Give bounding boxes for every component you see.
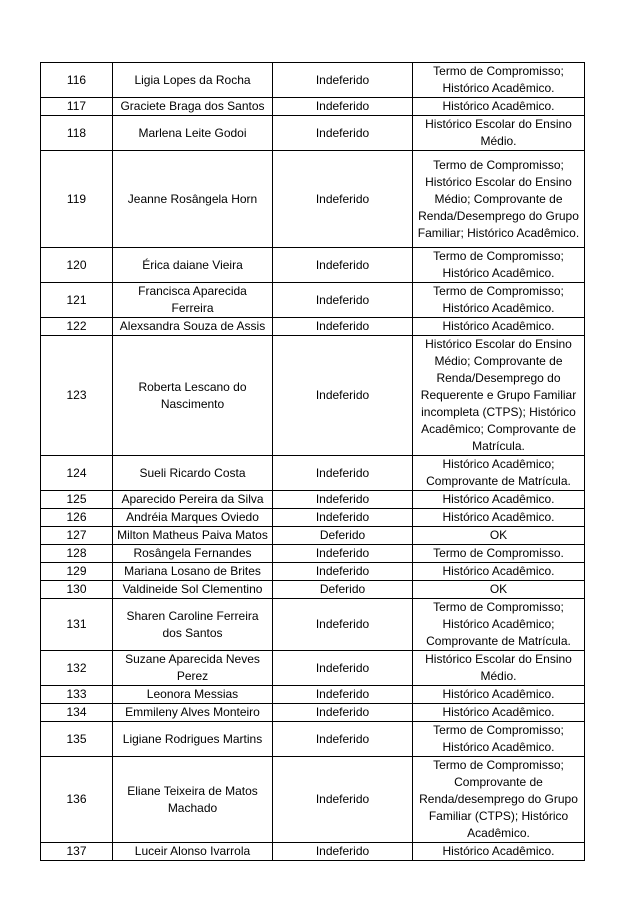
row-number: 134 bbox=[41, 704, 113, 722]
table-row bbox=[41, 491, 585, 509]
status-cell: Indeferido bbox=[273, 599, 413, 651]
table-row bbox=[41, 686, 585, 704]
status-cell: Indeferido bbox=[273, 98, 413, 116]
row-number: 131 bbox=[41, 599, 113, 651]
applicant-name: Roberta Lescano do Nascimento bbox=[113, 336, 273, 456]
missing-documents: Termo de Compromisso; Histórico Acadêmico; Comprovante de Matrícula. bbox=[413, 599, 585, 651]
status-cell: Deferido bbox=[273, 527, 413, 545]
applicant-name: Emmileny Alves Monteiro bbox=[113, 704, 273, 722]
missing-documents: Termo de Compromisso; Histórico Acadêmico. bbox=[413, 722, 585, 757]
applicant-name: Sharen Caroline Ferreira dos Santos bbox=[113, 599, 273, 651]
missing-documents: Histórico Acadêmico. bbox=[413, 704, 585, 722]
applicant-name: Ligia Lopes da Rocha bbox=[113, 63, 273, 98]
table-row bbox=[41, 545, 585, 563]
table-row bbox=[41, 843, 585, 861]
status-cell: Indeferido bbox=[273, 248, 413, 283]
table-row bbox=[41, 98, 585, 116]
missing-documents: Histórico Acadêmico. bbox=[413, 686, 585, 704]
table-row bbox=[41, 248, 585, 283]
row-number: 133 bbox=[41, 686, 113, 704]
table-row bbox=[41, 336, 585, 456]
status-cell: Indeferido bbox=[273, 757, 413, 843]
table-row bbox=[41, 116, 585, 151]
status-cell: Deferido bbox=[273, 581, 413, 599]
table-row bbox=[41, 318, 585, 336]
table-row bbox=[41, 581, 585, 599]
status-cell: Indeferido bbox=[273, 336, 413, 456]
status-cell: Indeferido bbox=[273, 318, 413, 336]
status-cell: Indeferido bbox=[273, 722, 413, 757]
row-number: 137 bbox=[41, 843, 113, 861]
applicant-name: Jeanne Rosângela Horn bbox=[113, 151, 273, 248]
row-number: 120 bbox=[41, 248, 113, 283]
applicant-name: Alexsandra Souza de Assis bbox=[113, 318, 273, 336]
missing-documents: Histórico Escolar do Ensino Médio. bbox=[413, 651, 585, 686]
table-row bbox=[41, 63, 585, 98]
missing-documents: Termo de Compromisso; Histórico Acadêmico. bbox=[413, 63, 585, 98]
applicant-name: Ligiane Rodrigues Martins bbox=[113, 722, 273, 757]
missing-documents: OK bbox=[413, 581, 585, 599]
applicant-name: Leonora Messias bbox=[113, 686, 273, 704]
status-cell: Indeferido bbox=[273, 686, 413, 704]
row-number: 118 bbox=[41, 116, 113, 151]
row-number: 128 bbox=[41, 545, 113, 563]
table-row bbox=[41, 651, 585, 686]
applicant-name: Sueli Ricardo Costa bbox=[113, 456, 273, 491]
table-row bbox=[41, 283, 585, 318]
row-number: 123 bbox=[41, 336, 113, 456]
row-number: 126 bbox=[41, 509, 113, 527]
missing-documents: Termo de Compromisso. bbox=[413, 545, 585, 563]
status-cell: Indeferido bbox=[273, 456, 413, 491]
applicant-name: Francisca Aparecida Ferreira bbox=[113, 283, 273, 318]
missing-documents: Histórico Acadêmico. bbox=[413, 98, 585, 116]
table-row bbox=[41, 757, 585, 843]
missing-documents: Termo de Compromisso; Histórico Acadêmico. bbox=[413, 248, 585, 283]
missing-documents: OK bbox=[413, 527, 585, 545]
applicant-name: Rosângela Fernandes bbox=[113, 545, 273, 563]
row-number: 124 bbox=[41, 456, 113, 491]
table-row bbox=[41, 527, 585, 545]
row-number: 119 bbox=[41, 151, 113, 248]
missing-documents: Histórico Escolar do Ensino Médio. bbox=[413, 116, 585, 151]
status-cell: Indeferido bbox=[273, 651, 413, 686]
applicant-name: Mariana Losano de Brites bbox=[113, 563, 273, 581]
row-number: 135 bbox=[41, 722, 113, 757]
status-cell: Indeferido bbox=[273, 509, 413, 527]
results-table bbox=[40, 62, 585, 861]
applicant-name: Valdineide Sol Clementino bbox=[113, 581, 273, 599]
status-cell: Indeferido bbox=[273, 283, 413, 318]
row-number: 121 bbox=[41, 283, 113, 318]
applicant-name: Aparecido Pereira da Silva bbox=[113, 491, 273, 509]
status-cell: Indeferido bbox=[273, 563, 413, 581]
row-number: 127 bbox=[41, 527, 113, 545]
applicant-name: Suzane Aparecida Neves Perez bbox=[113, 651, 273, 686]
missing-documents: Histórico Acadêmico. bbox=[413, 843, 585, 861]
table-row bbox=[41, 722, 585, 757]
table-row bbox=[41, 563, 585, 581]
applicant-name: Milton Matheus Paiva Matos bbox=[113, 527, 273, 545]
row-number: 130 bbox=[41, 581, 113, 599]
results-table-body bbox=[41, 63, 585, 861]
table-row bbox=[41, 599, 585, 651]
missing-documents: Histórico Acadêmico; Comprovante de Matrícula. bbox=[413, 456, 585, 491]
missing-documents: Termo de Compromisso; Histórico Escolar do Ensino Médio; Comprovante de Renda/Desemprego do Grupo Familiar; Histórico Acadêmico. bbox=[413, 151, 585, 248]
row-number: 129 bbox=[41, 563, 113, 581]
table-row bbox=[41, 456, 585, 491]
applicant-name: Érica daiane Vieira bbox=[113, 248, 273, 283]
row-number: 125 bbox=[41, 491, 113, 509]
missing-documents: Histórico Acadêmico. bbox=[413, 563, 585, 581]
row-number: 117 bbox=[41, 98, 113, 116]
table-row bbox=[41, 509, 585, 527]
status-cell: Indeferido bbox=[273, 704, 413, 722]
table-row bbox=[41, 704, 585, 722]
row-number: 116 bbox=[41, 63, 113, 98]
missing-documents: Histórico Escolar do Ensino Médio; Comprovante de Renda/Desemprego do Requerente e Grupo Familiar incompleta (CTPS); Histórico Acadêmico; Comprovante de Matrícula. bbox=[413, 336, 585, 456]
status-cell: Indeferido bbox=[273, 843, 413, 861]
row-number: 122 bbox=[41, 318, 113, 336]
row-number: 132 bbox=[41, 651, 113, 686]
row-number: 136 bbox=[41, 757, 113, 843]
status-cell: Indeferido bbox=[273, 116, 413, 151]
table-row bbox=[41, 151, 585, 248]
applicant-name: Graciete Braga dos Santos bbox=[113, 98, 273, 116]
missing-documents: Histórico Acadêmico. bbox=[413, 509, 585, 527]
missing-documents: Histórico Acadêmico. bbox=[413, 318, 585, 336]
missing-documents: Termo de Compromisso; Histórico Acadêmico. bbox=[413, 283, 585, 318]
status-cell: Indeferido bbox=[273, 151, 413, 248]
applicant-name: Eliane Teixeira de Matos Machado bbox=[113, 757, 273, 843]
status-cell: Indeferido bbox=[273, 491, 413, 509]
missing-documents: Termo de Compromisso; Comprovante de Renda/desemprego do Grupo Familiar (CTPS); Histórico Acadêmico. bbox=[413, 757, 585, 843]
applicant-name: Marlena Leite Godoi bbox=[113, 116, 273, 151]
status-cell: Indeferido bbox=[273, 63, 413, 98]
missing-documents: Histórico Acadêmico. bbox=[413, 491, 585, 509]
status-cell: Indeferido bbox=[273, 545, 413, 563]
applicant-name: Andréia Marques Oviedo bbox=[113, 509, 273, 527]
applicant-name: Luceir Alonso Ivarrola bbox=[113, 843, 273, 861]
